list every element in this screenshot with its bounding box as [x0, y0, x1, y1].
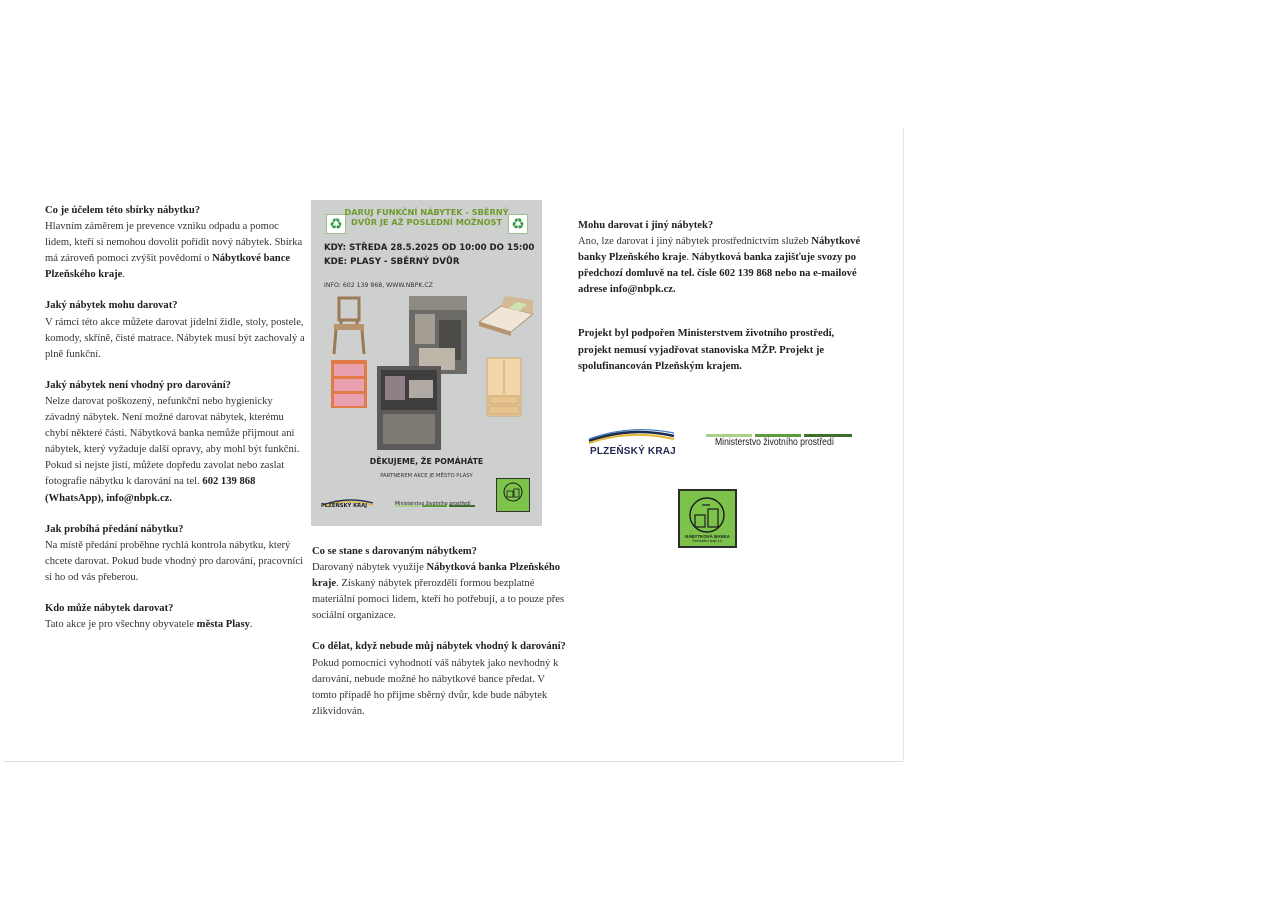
answer-other-furniture-bold2: Nábytková banka zajišťuje svozy po předchozí domluvě na tel. čísle 602 139 868 nebo na e-mailové adrese info@nbpk.cz.: [578, 252, 857, 296]
recycle-icon: ♻: [326, 214, 346, 234]
faq-item-not-suitable: [45, 378, 305, 507]
answer-other-furniture-mid: .: [686, 252, 692, 264]
furniture-bank-sub: Plzeňského kraje z.s.: [692, 539, 723, 543]
poster-partner: PARTNEREM AKCE JE MĚSTO PLASY: [380, 473, 473, 479]
poster-mzp-text: Ministerstvo životního prostředí: [395, 502, 471, 507]
plzen-swoosh-icon: [586, 424, 678, 444]
poster-info: INFO: 602 139 868, WWW.NBPK.CZ: [324, 282, 433, 289]
chair-image: [329, 296, 369, 356]
furniture-bank-name: NÁBYTKOVÁ BANKA: [685, 534, 730, 539]
furniture-bank-icon: [680, 491, 735, 535]
contact-phone-email: 602 139 868 (WhatsApp), info@nbpk.cz.: [45, 476, 256, 504]
answer-purpose: Hlavním záměrem je prevence vzniku odpadu a pomoc lidem, kteří si nemohou dovolit pořídit nový nábytek. Sbírka má zároveň pomoci zvýšit povědomí o: [45, 221, 303, 265]
plzen-region-text: PLZEŇSKÝ KRAJ: [590, 446, 676, 457]
answer-unsuitable: Pokud pomocníci vyhodnotí váš nábytek jako nevhodný k darování, nebude možné ho nábytkové bance předat. V tomto případě ho přijme sběrný dvůr, kde bude nábytek zlikvidován.: [312, 657, 559, 717]
question-handover: Jak probíhá předání nábytku?: [45, 523, 184, 535]
question-not-suitable: Jaký nábytek není vhodný pro darování?: [45, 379, 231, 391]
poster-where: KDE: PLASY - SBĚRNÝ DVŮR: [324, 257, 460, 267]
faq-item-what-happens: [312, 544, 570, 624]
poster-plzen-text: PLZEŇSKÝ KRAJ: [321, 503, 368, 509]
project-support-text: Projekt byl podpořen Ministerstvem životního prostředí, projekt nemusí vyjadřovat stanoviska MŽP. Projekt je spolufinancován Plzeňským krajem.: [578, 328, 835, 372]
mzp-logo: [706, 425, 852, 455]
question-who-can: Kdo může nábytek darovat?: [45, 602, 174, 614]
answer-who-can-bold: města Plasy: [196, 619, 250, 631]
event-poster: [311, 200, 542, 526]
plzen-region-logo: [586, 424, 678, 464]
answer-who-can-end: .: [249, 619, 253, 631]
question-what-happens: Co se stane s darovaným nábytkem?: [312, 546, 477, 557]
faq-column-right: [578, 218, 868, 390]
wardrobe-image: [483, 356, 525, 418]
faq-item-who-can: [45, 601, 305, 633]
answer-other-furniture-bold: Nábytkové banky Plzeňského kraje: [578, 236, 861, 264]
recycle-icon: ♻: [508, 214, 528, 234]
poster-nbpk-logo: [496, 478, 530, 512]
faq-item-purpose: [45, 203, 305, 283]
faq-item-what-donate: [45, 298, 305, 362]
answer-what-happens-bold: Nábytková banka Plzeňského kraje: [312, 562, 561, 590]
photo-collection-point: [409, 296, 467, 374]
answer-other-furniture: Ano, lze darovat i jiný nábytek prostřednictvím služeb: [578, 236, 812, 248]
faq-column-left: [45, 203, 305, 648]
furniture-bank-logo: [678, 489, 737, 548]
answer-handover: Na místě předání proběhne rychlá kontrola nábytku, který chcete darovat. Pokud bude vhodný pro darování, pracovníci si ho od vás přeberou.: [45, 539, 303, 583]
faq-column-middle: [312, 544, 570, 735]
furniture-bank-icon: [497, 479, 529, 511]
question-unsuitable: Co dělat, když nebude můj nábytek vhodný k darování?: [312, 641, 566, 653]
faq-item-handover: [45, 522, 305, 586]
answer-what-donate: V rámci této akce můžete darovat jídelní židle, stoly, postele, komody, skříně, čisté matrace. Nábytek musí být zachovalý a plně funkční.: [45, 316, 305, 360]
question-other-furniture: Mohu darovat i jiný nábytek?: [578, 220, 714, 231]
sheet-edge-bottom: [4, 761, 902, 762]
sheet-edge-right: [903, 128, 904, 762]
poster-title: DARUJ FUNKČNÍ NÁBYTEK - SBĚRNÝ DVŮR JE AŽ POSLEDNÍ MOŽNOST: [344, 207, 509, 227]
answer-what-happens-end: . Získaný nábytek přerozdělí formou bezplatné materiální pomoci lidem, kteří ho potřebují, a to pouze přes sociální organizace.: [312, 578, 565, 622]
photo-furniture: [377, 366, 441, 450]
answer-not-suitable: Nelze darovat poškozený, nefunkční nebo hygienicky závadný nábytek. Není možné darovat nábytek, kterému chybí některé části. Nábytková banka nemůže přijmout ani nábytek, který vyžaduje další opravy, aby mohl být funkční. Pokud si nejste jistí, můžete dopředu zavolat nebo zaslat fotografie nábytku k darování na tel.: [45, 395, 300, 488]
mzp-text: Ministerstvo životního prostředí: [715, 436, 835, 448]
question-purpose: Co je účelem této sbírky nábytku?: [45, 205, 201, 216]
poster-thanks: DĚKUJEME, ŽE POMÁHÁTE: [369, 457, 484, 466]
drawers-image: [329, 358, 371, 412]
project-support-note: [578, 326, 868, 374]
question-what-donate: Jaký nábytek mohu darovat?: [45, 300, 178, 312]
answer-what-happens: Darovaný nábytek využije: [312, 562, 427, 574]
faq-item-unsuitable: [312, 639, 570, 719]
answer-who-can: Tato akce je pro všechny obyvatele: [45, 619, 197, 631]
answer-purpose-end: .: [122, 269, 126, 281]
poster-mzp-logo: [395, 494, 475, 513]
bed-image: [475, 296, 535, 338]
answer-purpose-bold: Nábytkové bance Plzeňského kraje: [45, 253, 291, 281]
poster-when: KDY: STŘEDA 28.5.2025 OD 10:00 DO 15:00: [324, 243, 535, 253]
poster-plzen-logo: [321, 492, 375, 511]
faq-item-other-furniture: [578, 218, 868, 298]
